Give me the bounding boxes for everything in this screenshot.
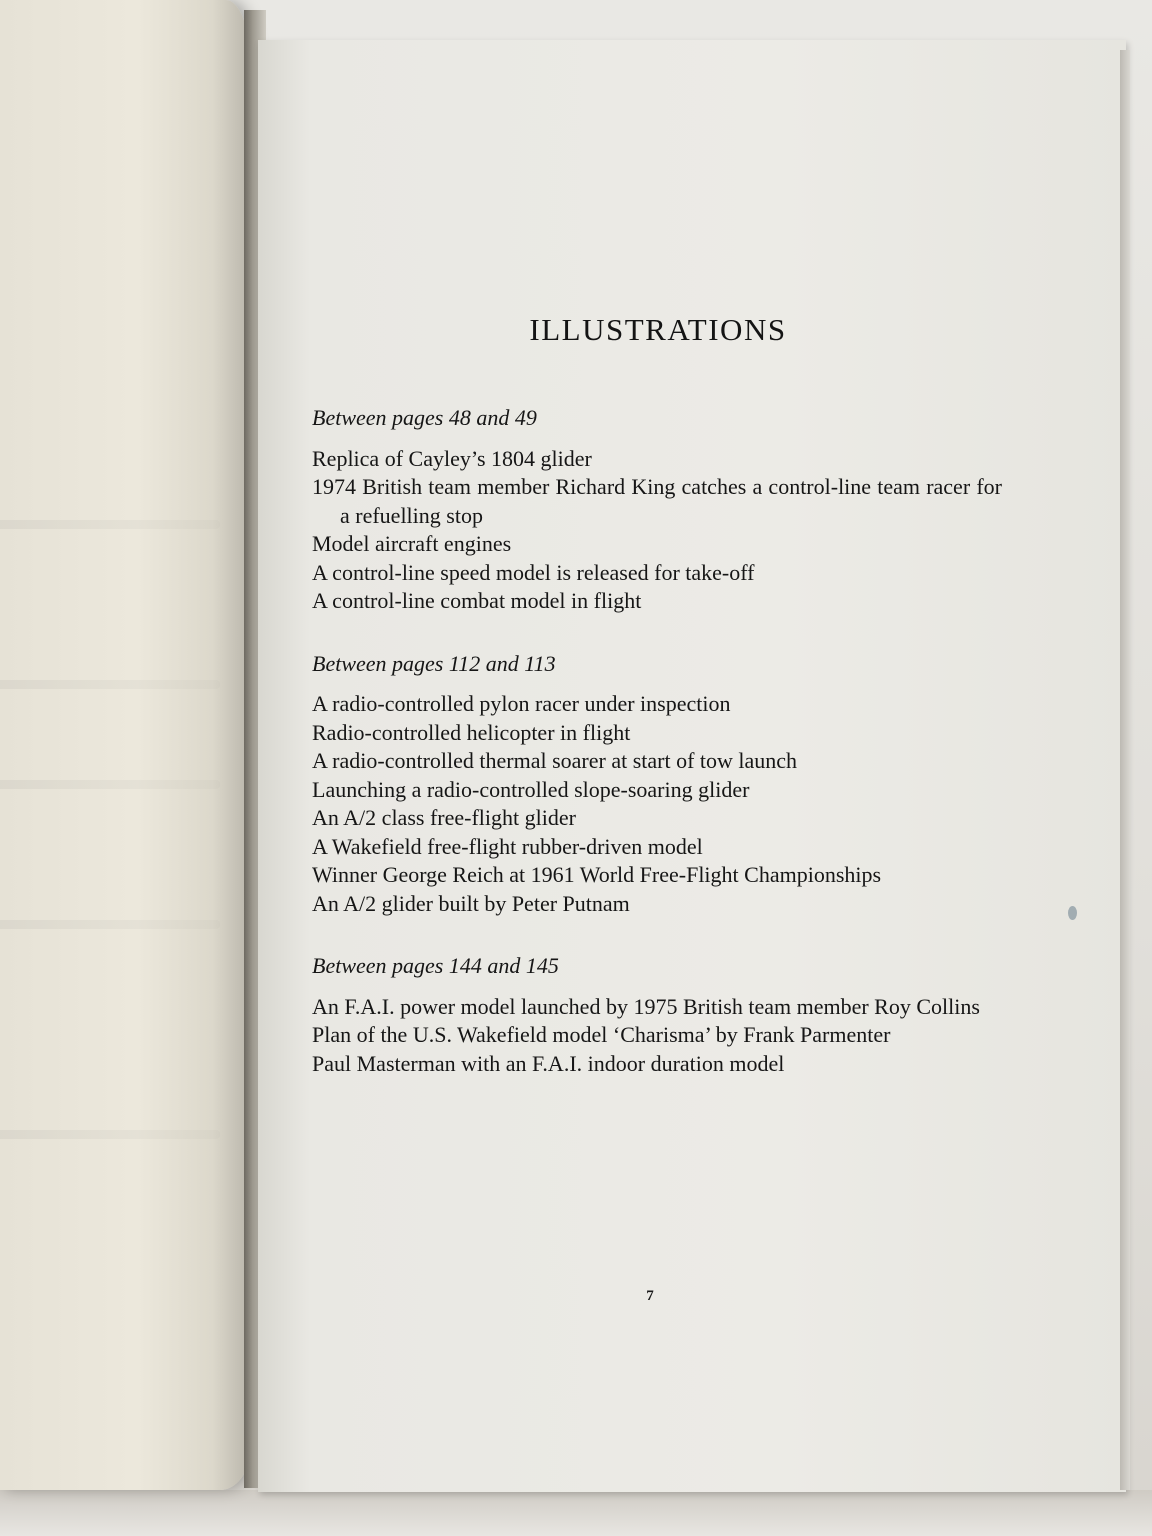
show-through-line — [0, 920, 220, 929]
list-item: A control-line combat model in flight — [312, 588, 642, 613]
section — [312, 404, 1002, 616]
list-item: Winner George Reich at 1961 World Free-Flight Championships — [312, 862, 882, 887]
section-heading: Between pages 144 and 145 — [312, 953, 559, 978]
illustrations-list — [312, 404, 1002, 1112]
show-through-line — [0, 780, 220, 789]
list-item: Paul Masterman with an F.A.I. indoor duration model — [312, 1050, 785, 1076]
list-item: A radio-controlled thermal soarer at start of tow launch — [312, 748, 798, 773]
list-item: Launching a radio-controlled slope-soaring glider — [312, 776, 750, 802]
table-surface — [0, 1490, 1152, 1536]
section-heading: Between pages 48 and 49 — [312, 405, 537, 430]
list-item: Model aircraft engines — [312, 531, 512, 556]
show-through-line — [0, 680, 220, 689]
list-item: A Wakefield free-flight rubber-driven model — [312, 833, 703, 859]
list-item: Replica of Cayley’s 1804 glider — [312, 445, 592, 471]
paper-speck — [1068, 906, 1077, 920]
left-page — [0, 0, 250, 1490]
list-item: 1974 British team member Richard King catches a control-line team racer for a refuelling stop — [312, 474, 1002, 528]
show-through-line — [0, 1130, 220, 1139]
list-item: Plan of the U.S. Wakefield model ‘Charisma’ by Frank Parmenter — [312, 1022, 891, 1047]
show-through-line — [0, 520, 220, 529]
page-number: 7 — [646, 1288, 654, 1304]
page-edge — [1120, 50, 1130, 1490]
section — [312, 952, 1002, 1078]
list-item: Radio-controlled helicopter in flight — [312, 719, 631, 745]
section-heading: Between pages 112 and 113 — [312, 650, 556, 676]
list-item: A control-line speed model is released for take-off — [312, 559, 755, 585]
list-item: An A/2 glider built by Peter Putnam — [312, 890, 630, 916]
list-item: A radio-controlled pylon racer under inspection — [312, 691, 731, 716]
list-item: An A/2 class free-flight glider — [312, 805, 576, 830]
section — [312, 650, 1002, 919]
list-item: An F.A.I. power model launched by 1975 British team member Roy Collins — [312, 993, 980, 1019]
page-title: ILLUSTRATIONS — [529, 312, 787, 347]
